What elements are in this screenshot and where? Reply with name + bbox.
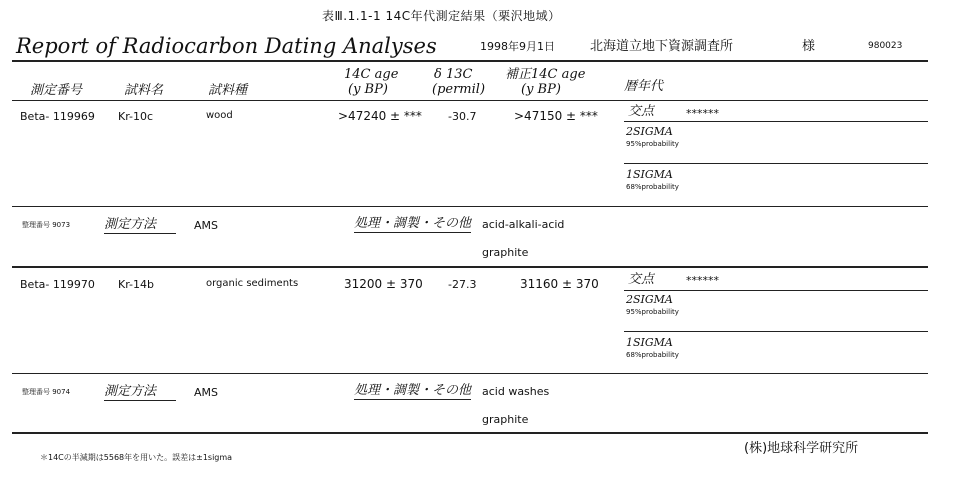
intercept-value: ****** bbox=[686, 107, 719, 120]
sample-name: Kr-10c bbox=[118, 110, 154, 123]
col-age-line1: 14C age bbox=[344, 67, 399, 82]
sigma1-label: 1SIGMA bbox=[626, 336, 673, 349]
company-name: (株)地球科学研究所 bbox=[744, 441, 859, 456]
col-sample-no: 測定番号 bbox=[30, 83, 83, 98]
sample-material: wood bbox=[206, 110, 233, 121]
intercept-value: ****** bbox=[686, 274, 719, 287]
col-corrected-line2: (y BP) bbox=[521, 82, 561, 97]
sigma2-label: 2SIGMA bbox=[626, 125, 673, 138]
header-rule bbox=[12, 60, 928, 62]
col-d13c-line2: (permil) bbox=[432, 82, 486, 97]
col-calendar: 暦年代 bbox=[624, 79, 664, 94]
sigma2-note: 95%probability bbox=[626, 308, 679, 316]
extra-value: graphite bbox=[482, 246, 529, 259]
method-label: 測定方法 bbox=[104, 385, 176, 401]
client-name: 北海道立地下資源調査所 bbox=[590, 39, 734, 54]
sample-material: organic sediments bbox=[206, 278, 299, 289]
sigma2-rule bbox=[624, 163, 928, 164]
sample-id: Beta- 119970 bbox=[20, 278, 95, 291]
report-title: Report of Radiocarbon Dating Analyses bbox=[16, 34, 437, 58]
intercept-label: 交点 bbox=[628, 104, 655, 119]
sigma2-label: 2SIGMA bbox=[626, 293, 673, 306]
sigma2-rule bbox=[624, 331, 928, 332]
sigma1-note: 68%probability bbox=[626, 183, 679, 191]
treatment-label: 処理・調製・その他 bbox=[354, 383, 472, 398]
sample-corrected-age: 31160 ± 370 bbox=[520, 277, 599, 291]
sample-d13c: -30.7 bbox=[448, 110, 477, 123]
method-value: AMS bbox=[194, 386, 218, 399]
col-sample-name: 試料名 bbox=[124, 83, 164, 98]
col-corrected-line1: 補正14C age bbox=[505, 67, 586, 82]
sample-divider bbox=[12, 266, 928, 268]
table-title: 表Ⅲ.1.1-1 14C年代測定結果（栗沢地域） bbox=[322, 9, 561, 23]
sample-d13c: -27.3 bbox=[448, 278, 477, 291]
sample-age: >47240 ± *** bbox=[338, 109, 422, 123]
intercept-rule bbox=[624, 121, 928, 122]
footnote: ＊14Cの半減期は5568年を用いた。誤差は±1sigma bbox=[40, 453, 233, 462]
sample-age: 31200 ± 370 bbox=[344, 277, 423, 291]
col-d13c-line1: δ 13C bbox=[434, 67, 473, 82]
treatment-value: acid washes bbox=[482, 385, 550, 398]
section-rule bbox=[12, 373, 928, 374]
sigma1-label: 1SIGMA bbox=[626, 168, 673, 181]
extra-value: graphite bbox=[482, 413, 529, 426]
honorific: 様 bbox=[802, 39, 816, 54]
sample-corrected-age: >47150 ± *** bbox=[514, 109, 598, 123]
intercept-label: 交点 bbox=[628, 272, 655, 287]
sigma2-note: 95%probability bbox=[626, 140, 679, 148]
column-header-rule bbox=[12, 100, 928, 101]
section-rule bbox=[12, 206, 928, 207]
sample-name: Kr-14b bbox=[118, 278, 154, 291]
method-value: AMS bbox=[194, 219, 218, 232]
sample-id: Beta- 119969 bbox=[20, 110, 95, 123]
treatment-label: 処理・調製・その他 bbox=[354, 216, 472, 231]
report-date: 1998年9月1日 bbox=[480, 40, 555, 53]
col-age-line2: (y BP) bbox=[348, 82, 388, 97]
report-number: 980023 bbox=[868, 41, 903, 51]
treatment-value: acid-alkali-acid bbox=[482, 218, 565, 231]
bottom-rule bbox=[12, 432, 928, 434]
sigma1-note: 68%probability bbox=[626, 351, 679, 359]
management-number: 整理番号 9074 bbox=[22, 388, 71, 396]
col-material: 試料種 bbox=[208, 83, 248, 98]
method-label: 測定方法 bbox=[104, 218, 176, 234]
intercept-rule bbox=[624, 290, 928, 291]
management-number: 整理番号 9073 bbox=[22, 221, 71, 229]
